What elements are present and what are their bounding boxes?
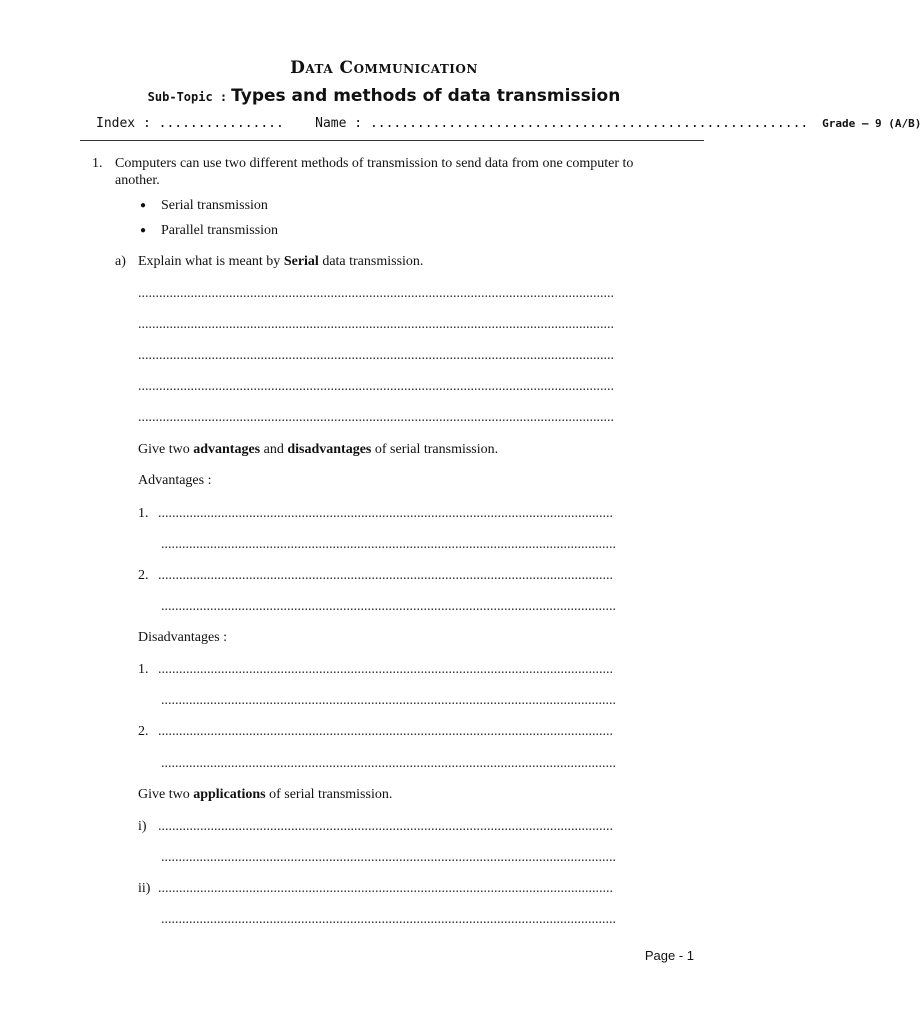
part-a-label: a) <box>115 254 126 269</box>
bullet-dot: ● <box>140 225 147 236</box>
answer-line[interactable]: .................................................................................................................................. <box>158 506 613 521</box>
applications-question: Give two applications of serial transmission. <box>138 787 393 802</box>
question-text-line2: another. <box>115 173 160 188</box>
answer-line[interactable]: .................................................................................................................................. <box>158 724 613 739</box>
grade-label: Grade – 9 (A/B) <box>822 117 921 130</box>
answer-line[interactable]: .................................................................................................................................. <box>158 568 613 583</box>
answer-line[interactable]: .................................................................................................................................. <box>161 693 616 708</box>
answer-line[interactable]: .................................................................................................................................. <box>158 881 613 896</box>
subtopic <box>0 86 768 106</box>
item-number: 1. <box>138 506 149 521</box>
student-info-row <box>96 116 921 131</box>
answer-line[interactable]: .................................................................................................................................. <box>161 912 616 927</box>
answer-line[interactable]: .................................................................................................................................. <box>161 599 616 614</box>
advantages-question: Give two advantages and disadvantages of serial transmission. <box>138 442 499 457</box>
part-a-question: Explain what is meant by Serial data transmission. <box>138 254 424 269</box>
answer-line[interactable]: .................................................................................................................................. <box>161 756 616 771</box>
disadvantages-label: Disadvantages : <box>138 630 228 645</box>
page-number: Page - 1 <box>644 948 694 963</box>
answer-line[interactable]: ........................................................................................................................................ <box>138 379 614 394</box>
answer-line[interactable]: .................................................................................................................................. <box>161 537 616 552</box>
item-number: 2. <box>138 724 149 739</box>
answer-line[interactable]: ........................................................................................................................................ <box>138 410 614 425</box>
bullet-dot: ● <box>140 200 147 211</box>
answer-line[interactable]: .................................................................................................................................. <box>161 850 616 865</box>
advantages-label: Advantages : <box>138 473 212 488</box>
header-divider <box>80 140 704 141</box>
subtopic-label: Sub-Topic : <box>147 90 228 104</box>
roman-number: i) <box>138 819 147 834</box>
bullet-item-serial: Serial transmission <box>161 198 268 213</box>
index-field: Index : ................ <box>96 116 284 131</box>
answer-line[interactable]: ........................................................................................................................................ <box>138 317 614 332</box>
item-number: 2. <box>138 568 149 583</box>
question-text-line1: Computers can use two different methods of transmission to send data from one computer to <box>115 156 634 171</box>
answer-line[interactable]: ........................................................................................................................................ <box>138 286 614 301</box>
item-number: 1. <box>138 662 149 677</box>
document-title: Data Communication <box>290 58 478 78</box>
subtopic-text: Types and methods of data transmission <box>231 86 621 106</box>
bullet-item-parallel: Parallel transmission <box>161 223 279 238</box>
answer-line[interactable]: ........................................................................................................................................ <box>138 348 614 363</box>
name-field: Name : ........................................................ <box>315 116 809 131</box>
question-number: 1. <box>92 156 103 171</box>
roman-number: ii) <box>138 881 151 896</box>
answer-line[interactable]: .................................................................................................................................. <box>158 662 613 677</box>
answer-line[interactable]: .................................................................................................................................. <box>158 819 613 834</box>
